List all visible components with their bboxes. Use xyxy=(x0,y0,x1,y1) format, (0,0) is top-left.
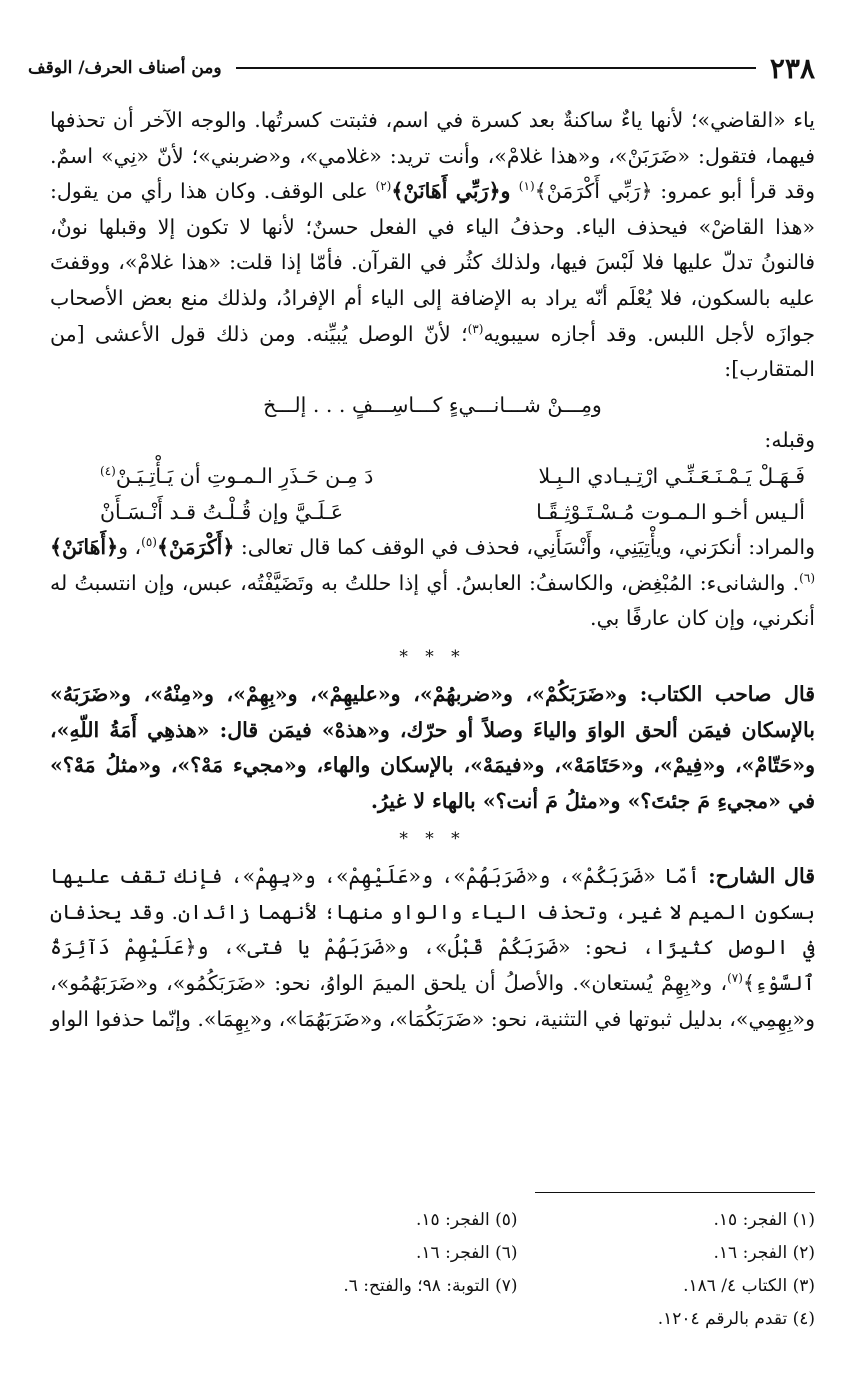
hemistich-4: عَـلَـيَّ وإن قُـلْـتُ قـد أَنْـسَـأَنْ xyxy=(100,499,344,524)
footnote-1: (١) الفجر: ١٥. xyxy=(713,1210,815,1230)
verse-line-2 xyxy=(50,495,815,531)
paragraph-4: قال الشارح: أمّا «ضَرَبَكُمْ»، و«ضَرَبَهُمْ»، و«عَلَيْهِمْ»، و«بِهِمْ»، فإنك تقف عليها بسكون الميم لا غير، وتحذف الياء والواو منها؛ لأنهما زائدان. وقد يحذفان في الوصل كثيرًا، نحو: «ضَرَبَكُمْ قَبْلُ»، و«ضَرَبَهُمْ يا فتى»، و﴿عَلَيْهِمْ دَآئِرَةُ ٱلسَّوْءِ﴾$^{(٧)}$، و«بِهِمْ يُستعان». والأصلُ أن يلحق الميمَ الواوُ، نحو: «ضَرَبَكُمُو»، و«ضَرَبَهُمُو»، و«بِهِمِي»، بدليل ثبوتها في التثنية، نحو: «ضَرَبَكُمَا»، و«ضَرَبَهُمَا»، و«بِهِمَا». وإنّما حذفوا الواو xyxy=(50,864,815,1031)
footnote-7: (٧) التوبة: ٩٨؛ والفتح: ٦. xyxy=(343,1276,518,1296)
paragraph-3: قال صاحب الكتاب: و«ضَرَبَكُمْ»، و«ضربهُمْ»، و«عليهِمْ»، و«بِهِمْ»، و«مِنْهُ»، و«ضَرَبَهُ» بالإسكان فيمَن ألحق الواوَ والياءَ وصلاً أو حرّك، و«هذهْ» فيمَن قال: «هذهِي أَمَةُ اللّهِ»، و«حَتّامْ»، و«فِيمْ»، و«حَتَامَهْ»، و«فيمَهْ»، بالإسكان والهاء، و«مجيء مَهْ؟»، و«مثلُ مَهْ؟» في «مجيءِ مَ جئتَ؟» و«مثلُ مَ أنت؟» بالهاء لا غيرُ. xyxy=(50,681,815,813)
section-separator-2: * * * xyxy=(399,829,466,850)
footnotes xyxy=(220,1204,815,1336)
before-label: وقبله: xyxy=(764,428,815,453)
footnote-5: (٥) الفجر: ١٥. xyxy=(416,1210,518,1230)
poetry-quote: ومِـــنْ شـــانـــيءٍ كـــاسِـــفٍ . . . إلـــخ xyxy=(263,392,602,417)
footnote-4: (٤) تقدم بالرقم ١٢٠٤. xyxy=(657,1309,815,1329)
running-title: ومن أصناف الحرف/ الوقف xyxy=(28,58,222,78)
footnote-6: (٦) الفجر: ١٦. xyxy=(416,1243,518,1263)
footnote-ref-3: (٣) xyxy=(467,321,484,336)
footnote-ref-5: (٥) xyxy=(141,535,157,550)
footnote-ref-2: (٢) xyxy=(375,179,392,194)
header-rule xyxy=(236,67,756,69)
hemistich-3: ألـيس أخـو الـمـوت مُـسْـتَـوْثِـقًـا xyxy=(536,499,805,524)
main-text xyxy=(50,103,815,1037)
paragraph-2: والمراد: أنكرَني، ويأْتِيَنِي، وأَنْسَأَنِي، فحذف في الوقف كما قال تعالى: ﴿أَكْرَمَنْ﴾$^{(٥)}$، و﴿أَهَانَنْ﴾$^{(٦)}$. والشانىء: المُبْغِض، والكاسفُ: العابسُ. أي إذا حللتُ به وتَضَيَّفْتُه، عبس، وإن انتسبتُ له أنكرني، وإن كان عارفًا بي. xyxy=(50,535,815,631)
footnote-2: (٢) الفجر: ١٦. xyxy=(713,1243,815,1263)
commentator-label: قال الشارح: xyxy=(708,864,815,889)
paragraph-1: ياء «القاضي»؛ لأنها ياءٌ ساكنةٌ بعد كسرة في اسم، فثبتت كسرتُها. والوجه الآخر أن تحذفها فيهما، فتقول: «ضَرَبَنْ»، و«هذا غلامْ»، وأنت تريد: «غلامي»، و«ضربني»؛ لأنّ «نِي» اسمٌ. وقد قرأ أبو عمرو: ﴿رَبِّي أَكْرَمَنْ﴾$^{(١)}$ و﴿رَبِّي أَهَانَنْ﴾$^{(٢)}$ على الوقف. وكان هذا رأي من يقول: «هذا القاضْ» فيحذف الياء. وحذفُ الياء في الفعل حسنٌ؛ لأنها لا تكون إلا وقبلها نونٌ، فالنونُ تدلّ عليها فلا لَبْسَ فيها، ولذلك كثُر في القرآن. فأمّا إذا قلت: «هذا غلامْ»، ووقفتَ عليه بالسكون، فلا يُعْلَم أنّه يراد به الإضافة إلى الياء أم الإفرادُ، ولذلك منع بعض الأصحاب جوازَه لأجل اللبس. وقد أجازه سيبويه$^{(٣)}$؛ لأنّ الوصل يُبيِّنه. ومن ذلك قول الأعشى [من المتقارب]: xyxy=(50,108,816,382)
footnote-rule xyxy=(535,1192,815,1193)
footnote-ref-1: (١) xyxy=(518,179,535,194)
page-header xyxy=(28,52,815,84)
footnote-ref-6: (٦) xyxy=(799,570,815,585)
verse-line-1 xyxy=(50,459,815,495)
footnote-3: (٣) الكتاب ٤/ ١٨٦. xyxy=(683,1276,815,1296)
hemistich-1: فَـهَـلْ يَـمْـنَـعَـنِّـي ارْتِـيـادي الـبِـلا xyxy=(538,463,805,488)
hemistich-2: دَ مِـن حَـذَرِ الـمـوتِ أن يَـأْتِـيَـنْ$^{(٤)}$ xyxy=(100,463,374,488)
footnote-ref-4: (٤) xyxy=(100,464,116,479)
page-number: ٢٣٨ xyxy=(769,51,815,85)
section-separator: * * * xyxy=(399,646,466,667)
footnote-ref-7: (٧) xyxy=(727,971,743,986)
